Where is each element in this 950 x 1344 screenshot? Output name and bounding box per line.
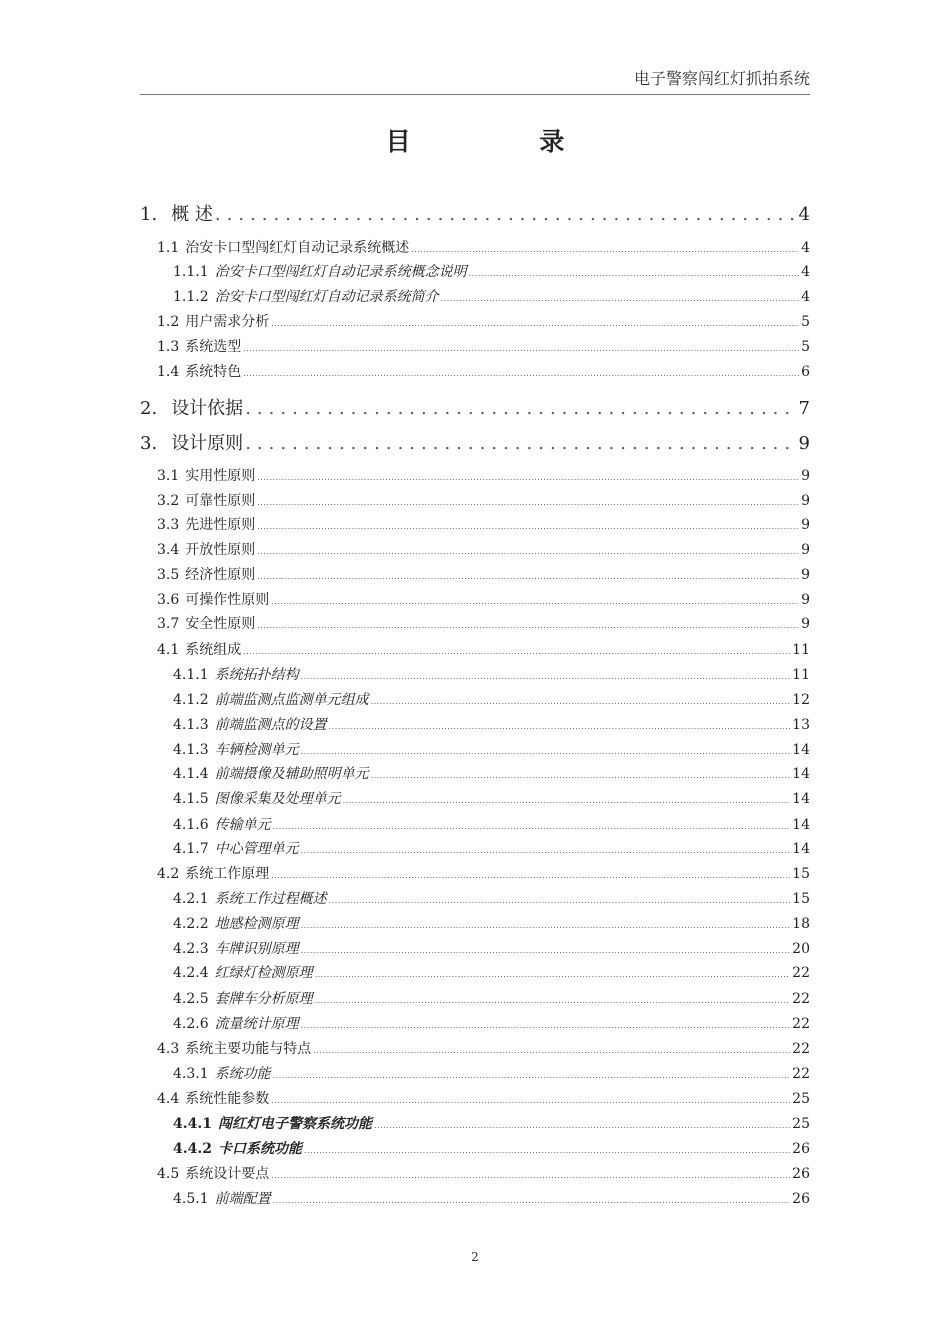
toc-entry-text: 前端监测点的设置 (214, 717, 327, 733)
toc-leader-dots (304, 1146, 790, 1155)
toc-entry-page: 9 (801, 567, 810, 583)
toc-entry-page: 25 (792, 1091, 810, 1107)
toc-entry-text: 用户需求分析 (185, 314, 270, 330)
toc-leader-dots (301, 1021, 791, 1030)
toc-leader-dots (257, 522, 799, 531)
toc-entry-label (173, 763, 369, 783)
toc-entry-number: 3.3 (157, 517, 180, 533)
toc-entry-number: 4.4 (157, 1091, 180, 1107)
toc-entry-label (173, 1138, 302, 1158)
toc-entry-number: 4.3.1 (173, 1066, 209, 1082)
toc-leader-dots (257, 621, 799, 630)
running-header: 电子警察闯红灯抓拍系统 (633, 69, 810, 88)
toc-leader-dots (343, 796, 791, 805)
toc-entry[interactable] (140, 739, 810, 759)
toc-entry-text: 开放性原则 (185, 542, 256, 558)
toc-entry[interactable] (140, 1063, 810, 1083)
toc-entry-label (173, 664, 299, 684)
toc-entry[interactable] (140, 664, 810, 684)
toc-entry-number: 4.2.3 (173, 941, 209, 957)
toc-entry-page: 7 (798, 398, 810, 419)
toc-entry-page: 26 (792, 1191, 810, 1207)
toc-entry-label (157, 465, 255, 485)
toc-entry-number: 1.1 (157, 240, 180, 256)
toc-entry-page: 14 (792, 766, 810, 782)
toc-leader-dots (313, 1046, 790, 1055)
toc-entry[interactable] (140, 1113, 810, 1133)
toc-entry-page: 26 (792, 1166, 810, 1182)
toc-entry-text: 概 述 (171, 204, 213, 225)
toc-entry-number: 4.1.6 (173, 817, 209, 833)
toc-entry-page: 4 (801, 240, 810, 256)
toc-leader-dots (469, 269, 799, 278)
toc-entry-label (157, 564, 255, 584)
toc-entry-text: 系统组成 (185, 642, 242, 658)
toc-leader-dots (215, 204, 797, 225)
toc-entry-text: 系统主要功能与特点 (185, 1041, 312, 1057)
toc-entry-number: 4.1.4 (173, 766, 209, 782)
toc-entry-number: 4.1.1 (173, 667, 209, 683)
toc-entry-text: 套牌车分析原理 (214, 991, 313, 1007)
toc-entry-text: 图像采集及处理单元 (214, 791, 341, 807)
toc-entry-number: 1.1.1 (173, 264, 209, 280)
toc-entry-number: 3. (140, 433, 158, 454)
toc-entry-label (157, 490, 255, 510)
toc-entry-label (157, 361, 241, 381)
toc-leader-dots (273, 1196, 791, 1205)
toc-entry[interactable] (140, 763, 810, 783)
toc-entry[interactable] (140, 286, 810, 306)
toc-entry-label (173, 1013, 299, 1033)
toc-entry-text: 系统性能参数 (185, 1091, 270, 1107)
toc-entry-label (173, 962, 313, 982)
toc-leader-dots (315, 996, 791, 1005)
toc-entry-text: 车牌识别原理 (214, 941, 299, 957)
toc-entry-page: 9 (798, 433, 810, 454)
toc-entry[interactable] (140, 888, 810, 908)
toc-entry-page: 4 (801, 264, 810, 280)
toc-entry-number: 1.3 (157, 339, 180, 355)
toc-entry-text: 系统工作过程概述 (214, 891, 327, 907)
toc-entry-page: 12 (792, 692, 810, 708)
toc-entry[interactable] (140, 539, 810, 559)
toc-entry-number: 3.4 (157, 542, 180, 558)
toc-entry-page: 4 (798, 204, 810, 225)
toc-entry[interactable] (140, 714, 810, 734)
toc-entry-page: 14 (792, 791, 810, 807)
toc-leader-dots (301, 846, 791, 855)
toc-entry-text: 系统功能 (214, 1066, 271, 1082)
toc-entry-number: 4.2.1 (173, 891, 209, 907)
toc-leader-dots (273, 822, 791, 831)
toc-entry-label (157, 1088, 269, 1108)
toc-entry[interactable] (140, 490, 810, 510)
page-number: 2 (471, 1250, 479, 1264)
toc-leader-dots (301, 747, 791, 756)
toc-entry-number: 4.2.6 (173, 1016, 209, 1032)
toc-entry[interactable] (140, 361, 810, 381)
toc-leader-dots (243, 369, 799, 378)
toc-entry-number: 4.1 (157, 642, 180, 658)
toc-entry-page: 9 (801, 517, 810, 533)
toc-entry-label (140, 394, 243, 420)
toc-entry-number: 1.2 (157, 314, 180, 330)
toc-entry-label (173, 261, 467, 281)
toc-entry-page: 22 (792, 1066, 810, 1082)
toc-entry[interactable] (140, 564, 810, 584)
toc-entry[interactable] (140, 1013, 810, 1033)
toc-entry[interactable] (140, 988, 810, 1008)
toc-entry-number: 4.2.2 (173, 916, 209, 932)
toc-entry[interactable] (140, 336, 810, 356)
toc-entry-label (173, 888, 327, 908)
toc-entry-text: 前端配置 (214, 1191, 271, 1207)
toc-entry[interactable] (140, 1163, 810, 1183)
toc-leader-dots (301, 946, 791, 955)
toc-entry-number: 4.4.2 (173, 1141, 212, 1157)
toc-leader-dots (271, 1096, 790, 1105)
toc-entry-label (173, 689, 369, 709)
toc-entry[interactable] (140, 465, 810, 485)
toc-entry-label (157, 863, 269, 883)
toc-entry-page: 22 (792, 1041, 810, 1057)
toc-entry-label (173, 838, 299, 858)
toc-entry-page: 20 (792, 941, 810, 957)
toc-entry-page: 22 (792, 965, 810, 981)
toc-entry-page: 11 (792, 667, 810, 683)
toc-entry-text: 安全性原则 (185, 616, 256, 632)
toc-leader-dots (243, 344, 799, 353)
toc-entry-page: 5 (801, 314, 810, 330)
toc-entry-label (173, 988, 313, 1008)
page-title: 目 录 (385, 127, 625, 156)
toc-entry-page: 9 (801, 542, 810, 558)
toc-leader-dots (301, 672, 791, 681)
toc-entry-number: 4.2 (157, 866, 180, 882)
toc-entry-label (157, 1038, 311, 1058)
toc-leader-dots (315, 970, 791, 979)
toc-entry-text: 前端监测点监测单元组成 (214, 692, 369, 708)
toc-entry-page: 4 (801, 289, 810, 305)
toc-entry-text: 红绿灯检测原理 (214, 965, 313, 981)
toc-entry-text: 中心管理单元 (214, 841, 299, 857)
toc-entry-text: 可靠性原则 (185, 493, 256, 509)
toc-leader-dots (371, 771, 791, 780)
toc-entry-label (173, 913, 299, 933)
toc-entry-page: 15 (792, 891, 810, 907)
toc-entry-text: 实用性原则 (185, 468, 256, 484)
toc-entry-text: 传输单元 (214, 817, 271, 833)
toc-entry-page: 22 (792, 1016, 810, 1032)
toc-entry[interactable] (140, 1138, 810, 1158)
toc-entry-label (173, 739, 299, 759)
toc-entry-label (173, 1188, 271, 1208)
toc-leader-dots (329, 722, 791, 731)
toc-entry-text: 经济性原则 (185, 567, 256, 583)
toc-leader-dots (245, 398, 796, 419)
toc-entry-label (140, 200, 213, 226)
toc-entry[interactable] (140, 689, 810, 709)
toc-entry-label (140, 429, 243, 455)
toc-entry[interactable] (140, 863, 810, 883)
toc-entry-number: 1.1.2 (173, 289, 209, 305)
toc-leader-dots (271, 597, 799, 606)
toc-entry[interactable] (140, 938, 810, 958)
toc-entry-page: 13 (792, 717, 810, 733)
toc-leader-dots (271, 871, 790, 880)
toc-entry-label (157, 613, 255, 633)
toc-entry-label (173, 1063, 271, 1083)
toc-entry-number: 4.5.1 (173, 1191, 209, 1207)
toc-entry-label (173, 1113, 372, 1133)
toc-leader-dots (374, 1121, 790, 1130)
toc-entry-page: 14 (792, 841, 810, 857)
toc-entry[interactable] (140, 613, 810, 633)
toc-entry-page: 18 (792, 916, 810, 932)
toc-entry-text: 闯红灯电子警察系统功能 (217, 1116, 372, 1132)
toc-entry-number: 3.7 (157, 616, 180, 632)
toc-entry[interactable] (140, 1088, 810, 1108)
toc-entry-number: 4.2.5 (173, 991, 209, 1007)
toc-entry[interactable] (140, 429, 810, 455)
toc-leader-dots (273, 1071, 791, 1080)
toc-entry-label (157, 237, 409, 257)
toc-entry-text: 可操作性原则 (185, 592, 270, 608)
toc-entry-text: 车辆检测单元 (214, 742, 299, 758)
toc-entry-text: 前端摄像及辅助照明单元 (214, 766, 369, 782)
toc-entry[interactable] (140, 394, 810, 420)
toc-entry-number: 4.2.4 (173, 965, 209, 981)
toc-leader-dots (243, 647, 790, 656)
toc-entry[interactable] (140, 639, 810, 659)
header-rule (140, 94, 810, 95)
toc-entry-number: 3.6 (157, 592, 180, 608)
toc-entry-text: 治安卡口型闯红灯自动记录系统概念说明 (214, 264, 467, 280)
toc-entry-text: 设计依据 (171, 398, 244, 419)
toc-leader-dots (441, 294, 799, 303)
toc-entry-text: 治安卡口型闯红灯自动记录系统概述 (185, 240, 410, 256)
toc-leader-dots (271, 1171, 790, 1180)
toc-entry-text: 先进性原则 (185, 517, 256, 533)
toc-entry-label (157, 1163, 269, 1183)
toc-leader-dots (411, 245, 799, 254)
toc-entry[interactable] (140, 962, 810, 982)
toc-entry[interactable] (140, 261, 810, 281)
toc-entry-page: 9 (801, 592, 810, 608)
toc-entry[interactable] (140, 1188, 810, 1208)
toc-entry-label (173, 286, 439, 306)
toc-entry-text: 流量统计原理 (214, 1016, 299, 1032)
toc-entry-number: 1. (140, 204, 158, 225)
toc-entry[interactable] (140, 200, 810, 226)
toc-leader-dots (257, 547, 799, 556)
toc-entry-number: 4.1.7 (173, 841, 209, 857)
toc-entry[interactable] (140, 838, 810, 858)
toc-leader-dots (371, 697, 791, 706)
toc-entry-label (173, 814, 271, 834)
toc-entry-number: 2. (140, 398, 158, 419)
toc-leader-dots (257, 572, 799, 581)
toc-entry-page: 6 (801, 364, 810, 380)
toc-entry-text: 系统设计要点 (185, 1166, 270, 1182)
toc-entry-label (157, 311, 269, 331)
toc-entry-text: 系统工作原理 (185, 866, 270, 882)
toc-entry-page: 5 (801, 339, 810, 355)
toc-entry-text: 卡口系统功能 (217, 1141, 302, 1157)
toc-entry-page: 9 (801, 468, 810, 484)
toc-entry-label (157, 539, 255, 559)
toc-entry-number: 4.3 (157, 1041, 180, 1057)
toc-entry-page: 14 (792, 742, 810, 758)
toc-entry-number: 4.5 (157, 1166, 180, 1182)
toc-entry-text: 设计原则 (171, 433, 244, 454)
toc-entry-number: 4.1.5 (173, 791, 209, 807)
toc-entry-page: 25 (792, 1116, 810, 1132)
toc-entry[interactable] (140, 788, 810, 808)
toc-entry-page: 11 (792, 642, 810, 658)
toc-entry-label (157, 514, 255, 534)
toc-entry-label (173, 788, 341, 808)
toc-leader-dots (271, 319, 799, 328)
toc-leader-dots (301, 921, 791, 930)
toc-entry-label (157, 589, 269, 609)
toc-entry[interactable] (140, 237, 810, 257)
toc-entry-number: 4.4.1 (173, 1116, 212, 1132)
toc-leader-dots (257, 498, 799, 507)
toc-entry[interactable] (140, 814, 810, 834)
toc-entry-number: 3.1 (157, 468, 180, 484)
toc-entry-text: 系统拓扑结构 (214, 667, 299, 683)
toc-entry-label (173, 938, 299, 958)
toc-entry-number: 1.4 (157, 364, 180, 380)
toc-entry-text: 系统特色 (185, 364, 242, 380)
toc-entry[interactable] (140, 514, 810, 534)
toc-entry-page: 22 (792, 991, 810, 1007)
toc-entry[interactable] (140, 913, 810, 933)
toc-entry-page: 15 (792, 866, 810, 882)
toc-leader-dots (257, 473, 799, 482)
toc-entry-page: 9 (801, 616, 810, 632)
toc-entry-text: 地感检测原理 (214, 916, 299, 932)
toc-entry-number: 4.1.2 (173, 692, 209, 708)
toc-entry-number: 3.2 (157, 493, 180, 509)
toc-entry-page: 14 (792, 817, 810, 833)
toc-entry-number: 4.1.3 (173, 742, 209, 758)
toc-entry-label (173, 714, 327, 734)
toc-entry-page: 26 (792, 1141, 810, 1157)
toc-entry-number: 4.1.3 (173, 717, 209, 733)
toc-entry[interactable] (140, 589, 810, 609)
toc-leader-dots (245, 433, 796, 454)
toc-entry-page: 9 (801, 493, 810, 509)
toc-leader-dots (329, 896, 791, 905)
toc-entry-number: 3.5 (157, 567, 180, 583)
toc-entry-label (157, 336, 241, 356)
toc-entry[interactable] (140, 311, 810, 331)
toc-entry-label (157, 639, 241, 659)
toc-entry-text: 系统选型 (185, 339, 242, 355)
toc-entry-text: 治安卡口型闯红灯自动记录系统简介 (214, 289, 439, 305)
toc-entry[interactable] (140, 1038, 810, 1058)
